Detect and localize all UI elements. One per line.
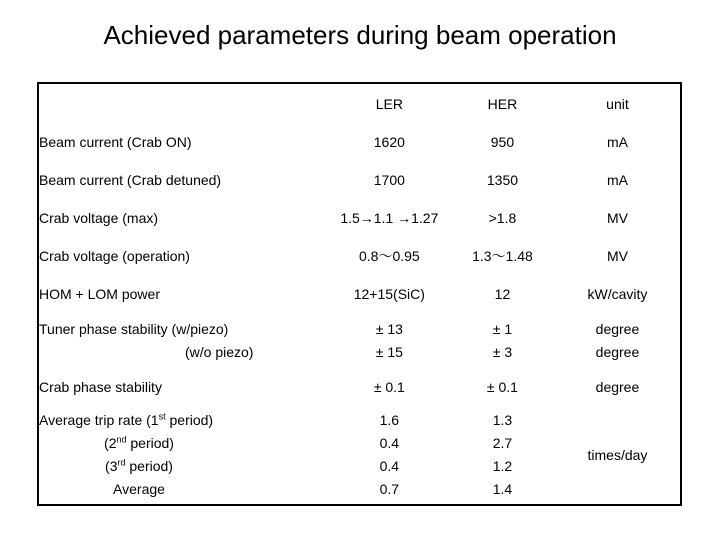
row-label: Crab voltage (max)	[39, 210, 159, 226]
row-ler: 1620	[373, 134, 405, 150]
table-row	[38, 123, 681, 161]
header-unit: unit	[606, 95, 629, 112]
trip-label-line4: Average	[113, 480, 165, 497]
trip-label-2-text: (2	[104, 434, 117, 451]
trip-label-3-text: (3	[105, 457, 118, 474]
row-ler: ± 0.1	[373, 379, 405, 395]
row-her: >1.8	[488, 210, 517, 226]
trip-label	[38, 405, 329, 505]
trip-ler-3: 0.4	[379, 457, 400, 474]
row-label: Beam current (Crab ON)	[39, 134, 192, 150]
trip-ler	[329, 405, 450, 505]
table-row-trip-rate	[38, 405, 681, 505]
row-her: 1350	[486, 172, 519, 188]
tuner-ler-1: ± 13	[375, 321, 403, 337]
trip-ler-1: 1.6	[379, 411, 400, 428]
row-her: 950	[490, 134, 515, 150]
tuner-label-line2: (w/o piezo)	[185, 344, 254, 360]
row-label: Crab phase stability	[39, 379, 162, 395]
tuner-unit-2: degree	[595, 344, 640, 360]
table-row	[38, 275, 681, 313]
trip-label-1-sup: st	[158, 410, 166, 421]
row-ler: 12+15(SiC)	[353, 286, 425, 302]
row-ler: 0.8～0.95	[358, 248, 420, 264]
trip-her-4: 1.4	[492, 480, 513, 497]
trip-label-1-suffix: period)	[165, 411, 214, 428]
trip-label-1-text: Average trip rate (1	[39, 411, 159, 428]
table-row-tuner	[38, 313, 681, 369]
trip-her-3: 1.2	[492, 457, 513, 474]
header-label-cell	[38, 83, 329, 123]
trip-label-2-sup: nd	[116, 433, 127, 444]
trip-unit: times/day	[587, 446, 648, 463]
page-title: Achieved parameters during beam operation	[103, 20, 617, 50]
row-ler: 1700	[373, 172, 405, 188]
trip-label-line2	[39, 432, 239, 455]
trip-ler-2: 0.4	[379, 434, 400, 451]
table-row-crab-phase	[38, 369, 681, 405]
row-unit: degree	[595, 379, 640, 395]
tuner-label	[38, 313, 329, 369]
row-her: ± 0.1	[486, 379, 518, 395]
table-row	[38, 199, 681, 237]
row-unit: mA	[606, 134, 628, 150]
row-label: HOM + LOM power	[39, 286, 160, 302]
row-ler: 1.5→1.1 →1.27	[340, 210, 439, 226]
trip-ler-4: 0.7	[379, 480, 400, 497]
row-her: 12	[494, 286, 511, 302]
row-unit: MV	[606, 248, 628, 264]
header-her: HER	[487, 95, 518, 112]
table-row	[38, 237, 681, 275]
table-header-row	[38, 83, 681, 123]
trip-her-2: 2.7	[492, 434, 513, 451]
tuner-her-2: ± 3	[492, 344, 513, 360]
trip-her-1: 1.3	[492, 411, 513, 428]
tuner-unit-1: degree	[595, 321, 640, 337]
row-unit: MV	[606, 210, 628, 226]
trip-label-line1	[39, 409, 239, 432]
tuner-ler-2: ± 15	[375, 344, 403, 360]
trip-label-3-suffix: period)	[125, 457, 173, 474]
table-row	[38, 161, 681, 199]
tuner-unit	[555, 313, 681, 369]
trip-label-line3	[39, 455, 239, 478]
row-label: Crab voltage (operation)	[39, 248, 190, 264]
trip-label-3-sup: rd	[117, 456, 126, 467]
tuner-ler	[329, 313, 450, 369]
tuner-her-1: ± 1	[492, 321, 513, 337]
tuner-her	[450, 313, 555, 369]
parameters-table	[37, 82, 682, 506]
tuner-label-line1: Tuner phase stability (w/piezo)	[39, 321, 229, 337]
row-label: Beam current (Crab detuned)	[39, 172, 222, 188]
row-her: 1.3～1.48	[472, 248, 533, 264]
trip-her	[450, 405, 555, 505]
row-unit: kW/cavity	[587, 286, 648, 302]
row-unit: mA	[606, 172, 628, 188]
header-ler: LER	[375, 95, 403, 112]
trip-label-2-suffix: period)	[126, 434, 174, 451]
